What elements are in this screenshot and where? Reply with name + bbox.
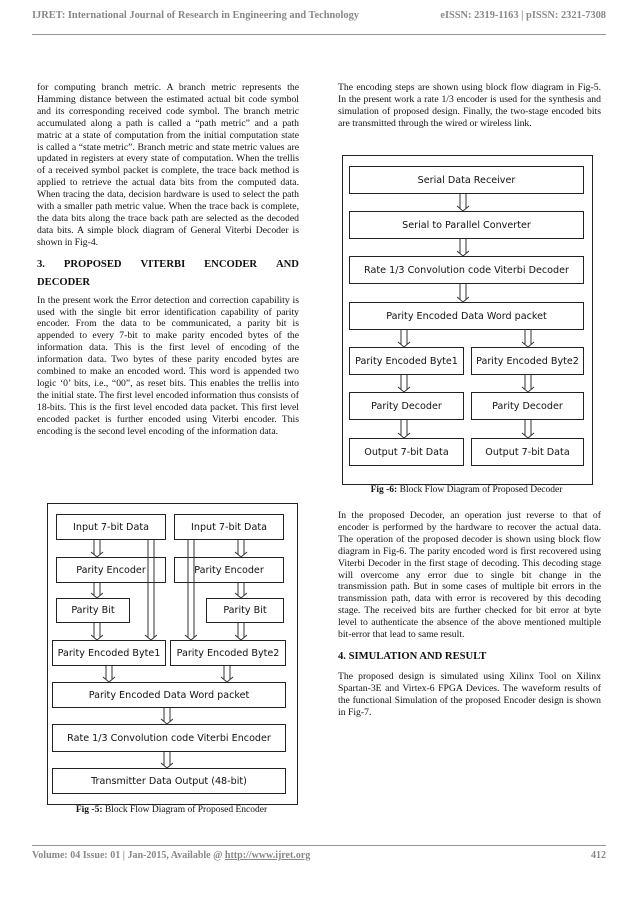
fig6-byte1: Parity Encoded Byte1 (349, 347, 464, 375)
fig6-arrow-4 (398, 330, 410, 347)
fig6-arrow-5 (522, 330, 534, 347)
fig6-arrows (343, 156, 592, 484)
fig5-input-left: Input 7-bit Data (56, 514, 166, 540)
fig6-arrow-2 (457, 239, 469, 256)
running-header (32, 10, 606, 28)
paragraph-proposed-decoder: In the proposed Decoder, an operation just reverse to that of encoder is performed by the hardware to recover the actual data. The operation of the proposed decoder is shown using block flow diagram in Fig-6. The parity encoded word is first recovered using Viterbi Decoder in the first stage of decoding. This decoding stage will overcome any error due to single bit change in the transmission path. But in some cases of multiple bit errors in the transmission path, data with error is recovered by this decoding stage. The received bits are further checked for bit error at byte level to authenticate the absence of the above mentioned multiple bit-error that lead to same result. (338, 510, 601, 641)
fig5-arrow-11 (161, 708, 173, 724)
fig6-serial-receiver: Serial Data Receiver (349, 166, 584, 194)
fig6-parity-decoder-left: Parity Decoder (349, 392, 464, 420)
fig6-arrow-6 (398, 375, 410, 392)
fig6-arrow-3 (457, 284, 469, 302)
paragraph-proposed-encoder: In the present work the Error detection and correction capability is used with the single bit error identification capability of parity encoder. From the data to be communicated, a parity bit is appended to every 7-bit to make parity encoded bytes of the information data. This is the first level of encoding of the information data. Two bytes of these parity encoded bytes are combined to make an encoded word. This word is appended two logic ‘0’ bits, i.e., “00”, as reset bits. This enables the trellis into the initial state. The first level encoded information thus consists of 18-bits. This is the first level encoded data packet. This first level encoded packet is further encoded using Viterbi encoder. This encoding is the second level encoding of the information data. (37, 294, 299, 437)
fig6-arrow-8 (398, 420, 410, 438)
fig6-output-right: Output 7-bit Data (471, 438, 584, 466)
paragraph-simulation: The proposed design is simulated using Xilinx Tool on Xilinx Spartan-3E and Virtex-6 FPGA Devices. The waveform results of the functional Simulation of the proposed Encoder design is shown in Fig-7. (338, 670, 601, 718)
fig5-parity-bit-left: Parity Bit (56, 598, 130, 623)
fig6-word-packet: Parity Encoded Data Word packet (349, 302, 584, 330)
fig5-arrow-8 (185, 540, 197, 640)
fig6-output-left: Output 7-bit Data (349, 438, 464, 466)
fig6-byte2: Parity Encoded Byte2 (471, 347, 584, 375)
left-column (37, 82, 299, 446)
fig5-arrow-10 (221, 666, 233, 682)
header-rule (32, 34, 606, 35)
fig5-arrows (48, 504, 297, 804)
section-4-heading: 4. SIMULATION AND RESULT (338, 650, 487, 662)
fig5-arrow-6 (235, 623, 247, 640)
fig5-arrow-9 (103, 666, 115, 682)
fig6-caption: Fig -6: Block Flow Diagram of Proposed Decoder (370, 485, 563, 495)
section-3-heading: 3. PROPOSED VITERBI ENCODER AND (37, 258, 299, 270)
fig6-arrow-9 (522, 420, 534, 438)
fig5-arrow-5 (91, 623, 103, 640)
right-column-bottom (338, 510, 601, 728)
fig6-diagram (342, 155, 593, 485)
fig5-caption: Fig -5: Block Flow Diagram of Proposed Encoder (75, 805, 268, 815)
fig5-parity-bit-right: Parity Bit (206, 598, 284, 623)
fig5-byte2: Parity Encoded Byte2 (170, 640, 286, 666)
page-number: 412 (591, 850, 606, 861)
fig5-transmitter-output: Transmitter Data Output (48-bit) (52, 768, 286, 794)
fig5-parity-encoder-left: Parity Encoder (56, 557, 166, 583)
running-footer (32, 850, 606, 866)
fig5-arrow-4 (235, 583, 247, 598)
footer-rule (32, 845, 606, 846)
fig5-arrow-1 (91, 540, 103, 557)
fig5-arrow-2 (235, 540, 247, 557)
fig6-parity-decoder-right: Parity Decoder (471, 392, 584, 420)
fig5-byte1: Parity Encoded Byte1 (52, 640, 166, 666)
fig5-diagram (47, 503, 298, 805)
journal-link[interactable]: http://www.ijret.org (224, 850, 311, 861)
fig5-arrow-7 (145, 540, 157, 640)
issn-info: eISSN: 2319-1163 | pISSN: 2321-7308 (440, 10, 606, 21)
footer-volume-info: Volume: 04 Issue: 01 | Jan-2015, Available @ http://www.ijret.org (32, 850, 311, 861)
fig6-arrow-7 (522, 375, 534, 392)
paragraph-viterbi-description: for computing branch metric. A branch metric represents the Hamming distance between the estimated actual bit code symbol and its corresponding received code symbol. The branch metric accumulated along a path is called a “path metric” and a path matric at a state of computation from the initial computation state is called a “state metric”. Branch metric and state metric values are updated in registers at every state of computation. When the trellis of a received symbol packet is complete, the trace back method is applied to retrieve the actual data bits from the computed data. When tracing the data, decision hardware is used to select the path with a smaller path metric value. When the trace back is complete, the data bits along the trace back path are selected as the decoded data bits. A simple block diagram of General Viterbi Decoder is shown in Fig-4. (37, 82, 299, 248)
fig5-input-right: Input 7-bit Data (174, 514, 284, 540)
fig5-word-packet: Parity Encoded Data Word packet (52, 682, 286, 708)
fig5-parity-encoder-right: Parity Encoder (174, 557, 284, 583)
section-3-heading-cont: DECODER (37, 276, 90, 288)
fig5-viterbi-encoder: Rate 1/3 Convolution code Viterbi Encoder (52, 724, 286, 752)
fig5-arrow-12 (161, 752, 173, 768)
journal-title: IJRET: International Journal of Research in Engineering and Technology (32, 10, 359, 21)
fig6-viterbi-decoder: Rate 1/3 Convolution code Viterbi Decoder (349, 256, 584, 284)
fig6-arrow-1 (457, 194, 469, 211)
paragraph-encoding-steps: The encoding steps are shown using block flow diagram in Fig-5. In the present work a rate 1/3 encoder is used for the synthesis and simulation of proposed design. Finally, the two-stage encoded bits are transmitted through the wired or wireless link. (338, 82, 601, 129)
fig5-arrow-3 (91, 583, 103, 598)
fig6-serial-to-parallel: Serial to Parallel Converter (349, 211, 584, 239)
right-column-top (338, 82, 601, 139)
